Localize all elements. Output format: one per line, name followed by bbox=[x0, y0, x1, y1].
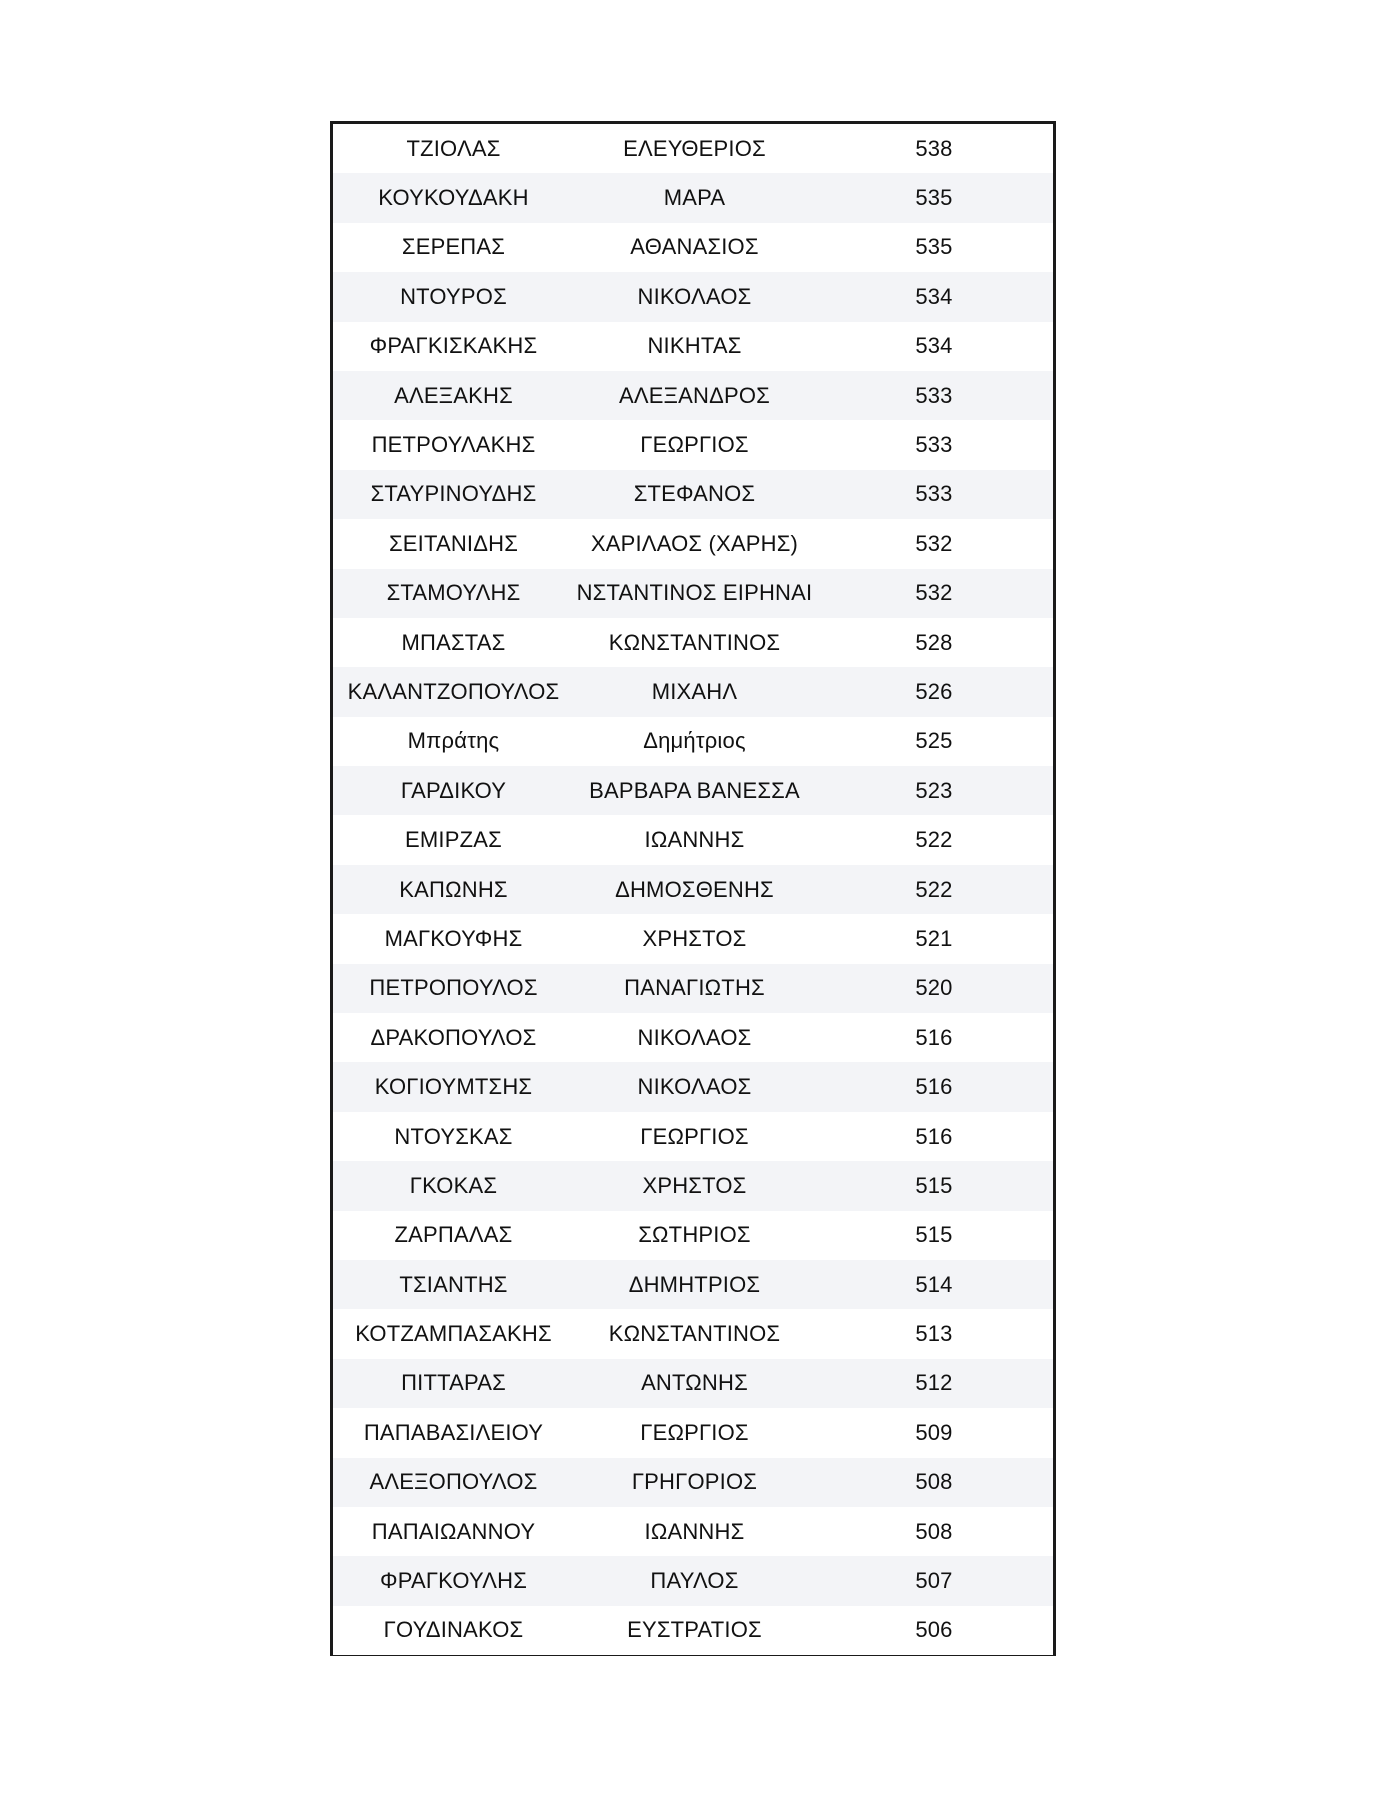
table-row bbox=[333, 1161, 1053, 1210]
table-row bbox=[333, 322, 1053, 371]
first-name-cell: ΠΑΥΛΟΣ bbox=[650, 1568, 739, 1594]
surname-cell: ΠΑΠΑΒΑΣΙΛΕΙΟΥ bbox=[363, 1419, 544, 1445]
table-row bbox=[333, 519, 1053, 568]
first-name-cell: ΑΝΤΩΝΗΣ bbox=[641, 1370, 748, 1396]
first-name-cell: ΚΩΝΣΤΑΝΤΙΝΟΣ bbox=[608, 629, 781, 655]
surname-cell: ΚΟΤΖΑΜΠΑΣΑΚΗΣ bbox=[355, 1321, 552, 1347]
score-cell: 538 bbox=[915, 135, 953, 161]
table-row bbox=[333, 272, 1053, 321]
first-name-cell: Δημήτριος bbox=[643, 728, 746, 754]
surname-cell: ΔΡΑΚΟΠΟΥΛΟΣ bbox=[370, 1024, 537, 1050]
table-row bbox=[333, 717, 1053, 766]
table-row bbox=[333, 1408, 1053, 1457]
score-cell: 535 bbox=[915, 234, 953, 260]
table-row bbox=[333, 1013, 1053, 1062]
surname-cell: ΕΜΙΡΖΑΣ bbox=[405, 827, 502, 853]
score-cell: 515 bbox=[915, 1222, 953, 1248]
score-cell: 526 bbox=[915, 678, 953, 704]
score-cell: 523 bbox=[915, 777, 953, 803]
surname-cell: ΜΠΑΣΤΑΣ bbox=[401, 629, 506, 655]
first-name-cell: ΔΗΜΗΤΡΙΟΣ bbox=[628, 1271, 761, 1297]
score-cell: 515 bbox=[915, 1172, 953, 1198]
table-row bbox=[333, 371, 1053, 420]
score-cell: 533 bbox=[915, 432, 953, 458]
first-name-cell: ΑΛΕΞΑΝΔΡΟΣ bbox=[618, 382, 770, 408]
first-name-cell: ΜΙΧΑΗΛ bbox=[651, 678, 738, 704]
score-cell: 512 bbox=[915, 1370, 953, 1396]
surname-cell: ΝΤΟΥΡΟΣ bbox=[400, 283, 507, 309]
score-cell: 516 bbox=[915, 1074, 953, 1100]
table-row bbox=[333, 1260, 1053, 1309]
first-name-cell: ΓΡΗΓΟΡΙΟΣ bbox=[631, 1469, 758, 1495]
table-row bbox=[333, 1062, 1053, 1111]
surname-cell: ΑΛΕΞΑΚΗΣ bbox=[394, 382, 513, 408]
score-cell: 528 bbox=[915, 629, 953, 655]
first-name-cell: ΔΗΜΟΣΘΕΝΗΣ bbox=[615, 876, 774, 902]
first-name-cell: ΚΩΝΣΤΑΝΤΙΝΟΣ bbox=[608, 1321, 781, 1347]
surname-cell: ΚΑΠΩΝΗΣ bbox=[399, 876, 508, 902]
table-row bbox=[333, 667, 1053, 716]
surname-cell: ΠΙΤΤΑΡΑΣ bbox=[401, 1370, 506, 1396]
score-cell: 525 bbox=[915, 728, 953, 754]
score-cell: 532 bbox=[915, 530, 953, 556]
surname-cell: ΓΟΥΔΙΝΑΚΟΣ bbox=[383, 1617, 524, 1643]
first-name-cell: ΕΛΕΥΘΕΡΙΟΣ bbox=[623, 135, 766, 161]
surname-cell: ΦΡΑΓΚΙΣΚΑΚΗΣ bbox=[369, 333, 538, 359]
score-cell: 514 bbox=[915, 1271, 953, 1297]
score-cell: 516 bbox=[915, 1024, 953, 1050]
first-name-cell: ΧΡΗΣΤΟΣ bbox=[642, 925, 747, 951]
table-row bbox=[333, 1309, 1053, 1358]
surname-cell: ΦΡΑΓΚΟΥΛΗΣ bbox=[379, 1568, 527, 1594]
first-name-cell: ΜΑΡΑ bbox=[663, 185, 726, 211]
surname-cell: ΚΟΥΚΟΥΔΑΚΗ bbox=[378, 185, 529, 211]
score-cell: 516 bbox=[915, 1123, 953, 1149]
table-row bbox=[333, 223, 1053, 272]
surname-cell: ΓΚΟΚΑΣ bbox=[409, 1172, 498, 1198]
first-name-cell: ΓΕΩΡΓΙΟΣ bbox=[640, 432, 749, 458]
score-cell: 509 bbox=[915, 1419, 953, 1445]
score-cell: 522 bbox=[915, 876, 953, 902]
first-name-cell: ΓΕΩΡΓΙΟΣ bbox=[640, 1123, 749, 1149]
score-cell: 520 bbox=[915, 975, 953, 1001]
surname-cell: ΜΑΓΚΟΥΦΗΣ bbox=[384, 925, 523, 951]
first-name-cell: ΧΑΡΙΛΑΟΣ (ΧΑΡΗΣ) bbox=[590, 530, 799, 556]
table-row bbox=[333, 1211, 1053, 1260]
table-row bbox=[333, 470, 1053, 519]
score-cell: 508 bbox=[915, 1518, 953, 1544]
first-name-cell: ΝΙΚΗΤΑΣ bbox=[647, 333, 742, 359]
first-name-cell: ΠΑΝΑΓΙΩΤΗΣ bbox=[624, 975, 765, 1001]
surname-cell: ΚΑΛΑΝΤΖΟΠΟΥΛΟΣ bbox=[347, 678, 560, 704]
surname-cell: ΚΟΓΙΟΥΜΤΣΗΣ bbox=[374, 1074, 533, 1100]
table-row bbox=[333, 569, 1053, 618]
surname-cell: ΠΑΠΑΙΩΑΝΝΟΥ bbox=[371, 1518, 536, 1544]
first-name-cell: ΕΥΣΤΡΑΤΙΟΣ bbox=[627, 1617, 762, 1643]
score-cell: 522 bbox=[915, 827, 953, 853]
table-row bbox=[333, 124, 1053, 173]
table-row bbox=[333, 1359, 1053, 1408]
score-cell: 535 bbox=[915, 185, 953, 211]
table-row bbox=[333, 914, 1053, 963]
surname-cell: ΤΖΙΟΛΑΣ bbox=[406, 135, 501, 161]
score-cell: 521 bbox=[915, 925, 953, 951]
score-cell: 507 bbox=[915, 1568, 953, 1594]
first-name-cell: ΙΩΑΝΝΗΣ bbox=[644, 1518, 745, 1544]
table-row bbox=[333, 618, 1053, 667]
surname-cell: ΣΕΙΤΑΝΙΔΗΣ bbox=[388, 530, 519, 556]
table-row bbox=[333, 1606, 1053, 1655]
surname-cell: ΠΕΤΡΟΠΟΥΛΟΣ bbox=[369, 975, 538, 1001]
surname-cell: ΖΑΡΠΑΛΑΣ bbox=[394, 1222, 513, 1248]
surname-cell: Μπράτης bbox=[407, 728, 500, 754]
surname-cell: ΓΑΡΔΙΚΟΥ bbox=[400, 777, 507, 803]
table-row bbox=[333, 1507, 1053, 1556]
score-cell: 508 bbox=[915, 1469, 953, 1495]
table-row bbox=[333, 865, 1053, 914]
table-row bbox=[333, 173, 1053, 222]
table-row bbox=[333, 1556, 1053, 1605]
first-name-cell: ΒΑΡΒΑΡΑ ΒΑΝΕΣΣΑ bbox=[589, 777, 800, 803]
score-cell: 534 bbox=[915, 283, 953, 309]
first-name-cell: ΑΘΑΝΑΣΙΟΣ bbox=[630, 234, 759, 260]
first-name-cell: ΝΙΚΟΛΑΟΣ bbox=[637, 1024, 752, 1050]
table-row bbox=[333, 420, 1053, 469]
first-name-cell: ΝΙΚΟΛΑΟΣ bbox=[637, 283, 752, 309]
score-cell: 506 bbox=[915, 1617, 953, 1643]
score-cell: 534 bbox=[915, 333, 953, 359]
score-cell: 533 bbox=[915, 382, 953, 408]
surname-cell: ΣΕΡΕΠΑΣ bbox=[401, 234, 506, 260]
score-cell: 532 bbox=[915, 580, 953, 606]
results-table bbox=[330, 121, 1056, 1656]
table-row bbox=[333, 766, 1053, 815]
table-row bbox=[333, 964, 1053, 1013]
first-name-cell: ΣΤΕΦΑΝΟΣ bbox=[633, 481, 756, 507]
first-name-cell: ΣΩΤΗΡΙΟΣ bbox=[638, 1222, 751, 1248]
surname-cell: ΣΤΑΜΟΥΛΗΣ bbox=[386, 580, 521, 606]
surname-cell: ΣΤΑΥΡΙΝΟΥΔΗΣ bbox=[370, 481, 537, 507]
score-cell: 533 bbox=[915, 481, 953, 507]
score-cell: 513 bbox=[915, 1321, 953, 1347]
first-name-cell: ΙΩΑΝΝΗΣ bbox=[644, 827, 745, 853]
table-row bbox=[333, 815, 1053, 864]
first-name-cell: ΝΙΚΟΛΑΟΣ bbox=[637, 1074, 752, 1100]
surname-cell: ΤΣΙΑΝΤΗΣ bbox=[399, 1271, 508, 1297]
first-name-cell: ΝΣΤΑΝΤΙΝΟΣ ΕΙΡΗΝΑΙ bbox=[576, 580, 813, 606]
surname-cell: ΑΛΕΞΟΠΟΥΛΟΣ bbox=[369, 1469, 538, 1495]
table-row bbox=[333, 1458, 1053, 1507]
first-name-cell: ΧΡΗΣΤΟΣ bbox=[642, 1172, 747, 1198]
surname-cell: ΝΤΟΥΣΚΑΣ bbox=[394, 1123, 513, 1149]
first-name-cell: ΓΕΩΡΓΙΟΣ bbox=[640, 1419, 749, 1445]
table-row bbox=[333, 1112, 1053, 1161]
surname-cell: ΠΕΤΡΟΥΛΑΚΗΣ bbox=[371, 432, 536, 458]
